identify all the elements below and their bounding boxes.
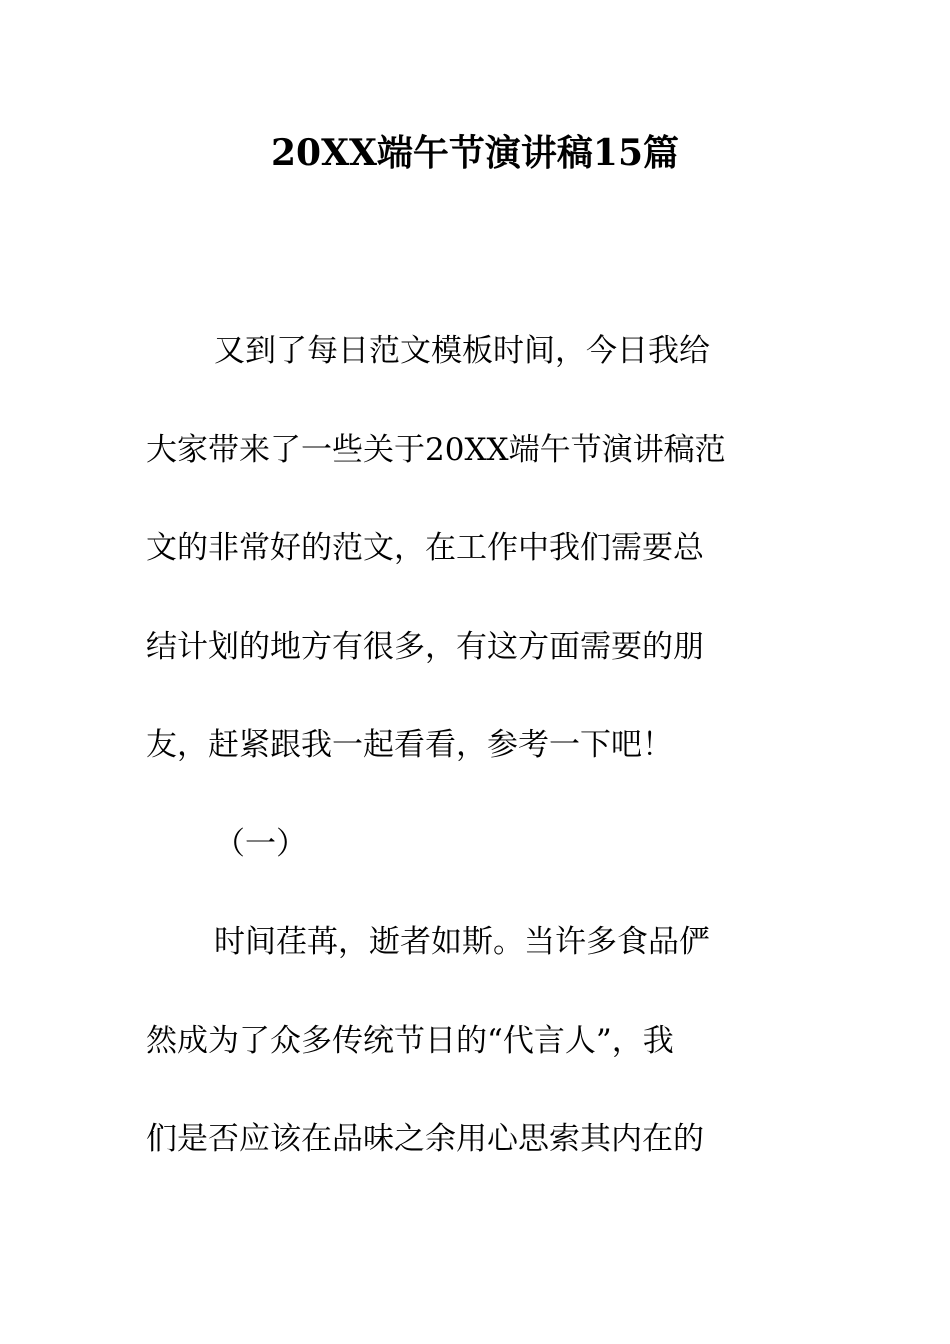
document-body [146,302,796,1189]
section-heading [146,795,796,894]
text-line: 又到了每日范文模板时间，今日我给 [214,333,710,369]
text-line: 大家带来了一些关于20XX端午节演讲稿范 [146,431,726,468]
text-line: 结计划的地方有很多，有这方面需要的朋 [146,628,704,665]
text-line: 们是否应该在品味之余用心思索其内在的 [146,1121,704,1157]
text-line: 时间荏苒，逝者如斯。当许多食品俨 [214,924,710,960]
text-line: 然成为了众多传统节日的“代言人”，我 [146,1022,674,1059]
document-title: 20XX端午节演讲稿15篇 [270,132,680,174]
text-line: 文的非常好的范文，在工作中我们需要总 [146,530,704,566]
paragraph-intro [146,302,796,795]
text-line: （一） [214,825,307,862]
text-line: 友，赶紧跟我一起看看，参考一下吧！ [146,727,673,763]
paragraph-section-one [146,893,796,1189]
